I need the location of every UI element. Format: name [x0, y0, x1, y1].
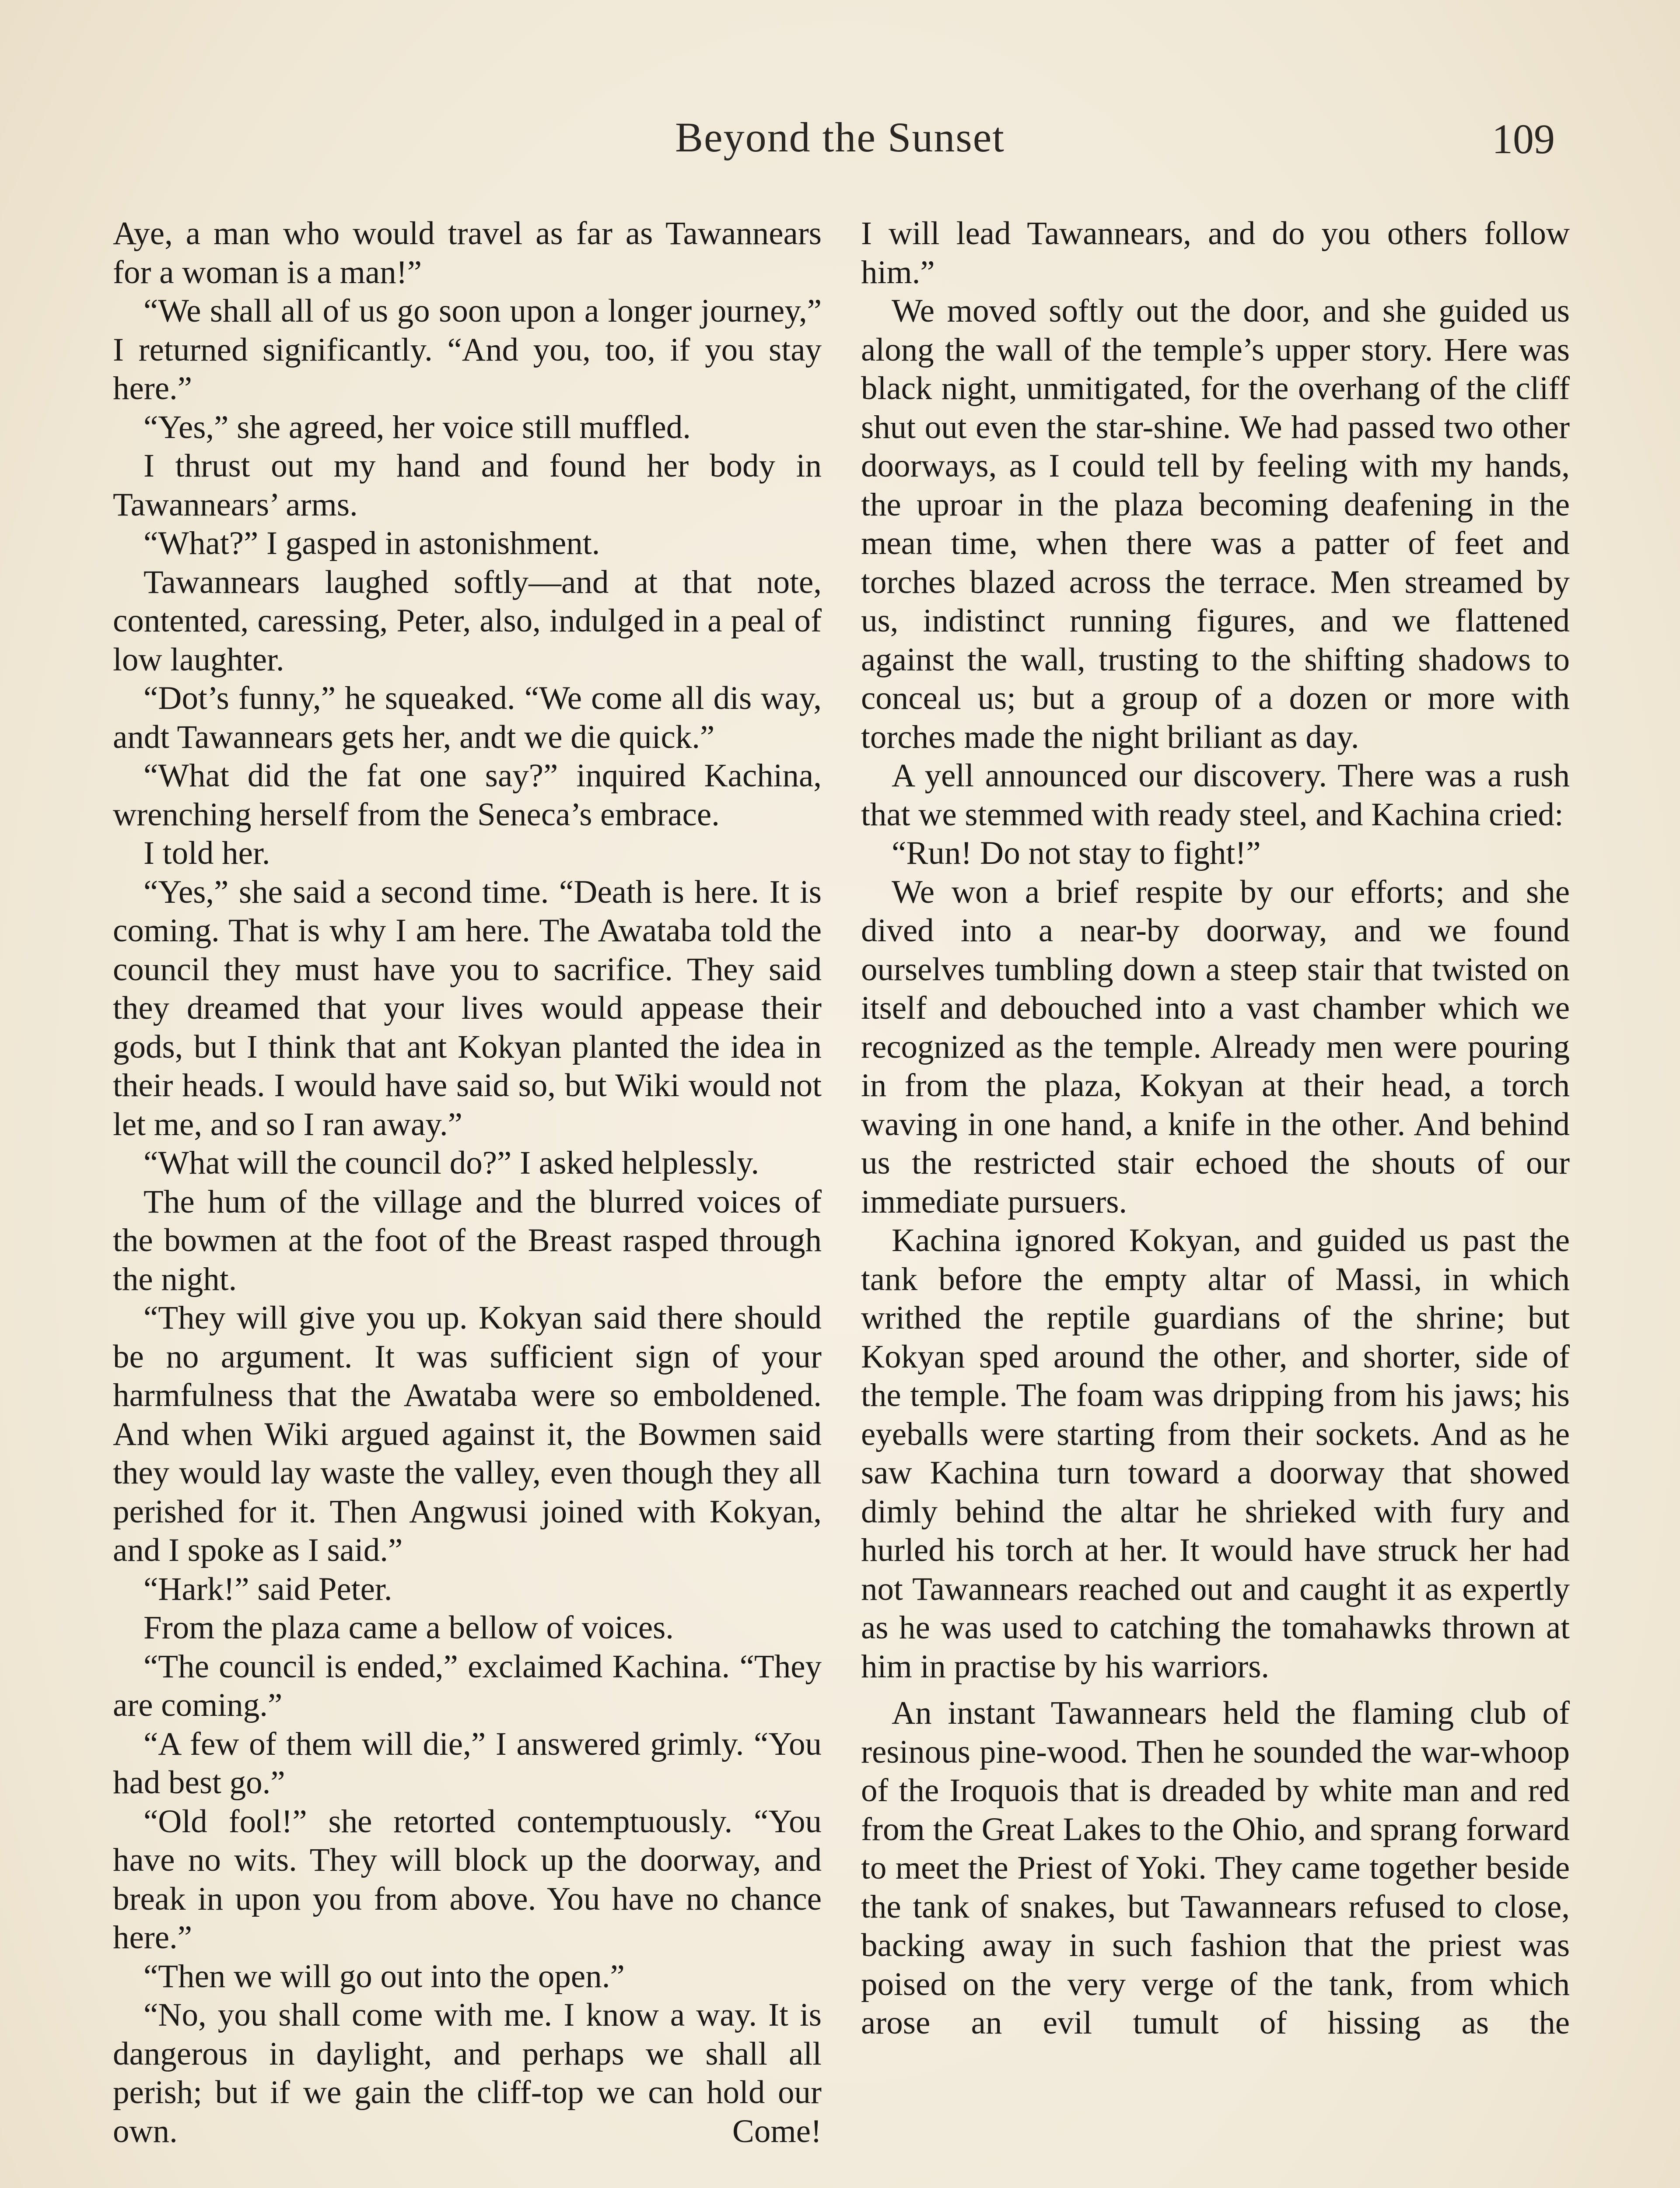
paragraph: The hum of the village and the blurred voices of the bowmen at the foot of the Breast rasped through the night. — [113, 1183, 822, 1297]
paragraph: A yell announced our discovery. There was a rush that we stemmed with ready steel, and Kachina cried: — [861, 757, 1570, 833]
paragraph: I told her. — [144, 835, 270, 871]
paragraph: “What will the council do?” I asked helplessly. — [144, 1145, 760, 1181]
paragraph: We won a brief respite by our efforts; and she dived into a near-by doorway, and we found ourselves tumbling down a steep stair that twisted on itself and debouched into a vast chamber which we recognized as the temple. Already men were pouring in from the plaza, Kokyan at their head, a torch waving in one hand, a knife in the other. And behind us the restricted stair echoed the shouts of our immediate pursuers. — [861, 873, 1570, 1220]
paragraph: We moved softly out the door, and she guided us along the wall of the temple’s upper story. Here was black night, unmitigated, for the overhang of the cliff shut out even the star-shine. We had passed two other doorways, as I could tell by feeling with my hands, the uproar in the plaza becoming deafening in the mean time, when there was a patter of feet and torches blazed across the terrace. Men streamed by us, indistinct running figures, and we flattened against the wall, trusting to the shifting shadows to conceal us; but a group of a dozen or more with torches made the night briliant as day. — [861, 293, 1570, 755]
paragraph: I will lead Tawannears, and do you others follow him.” — [861, 215, 1570, 291]
paragraph: “Hark!” said Peter. — [144, 1571, 392, 1607]
paragraph: “The council is ended,” exclaimed Kachina. “They are coming.” — [113, 1648, 822, 1723]
paragraph: “A few of them will die,” I answered grimly. “You had best go.” — [113, 1725, 822, 1801]
paragraph: An instant Tawannears held the flaming club of resinous pine-wood. Then he sounded the war-whoop of the Iroquois that is dreaded by white man and red from the Great Lakes to the Ohio, and sprang forward to meet the Priest of Yoki. They came together beside the tank of snakes, but Tawannears refused to close, backing away in such fashion that the priest was poised on the very verge of the tank, from which arose an evil tumult of hissing as the — [861, 1695, 1570, 2041]
paragraph: “What did the fat one say?” inquired Kachina, wrenching herself from the Seneca’s embrace. — [113, 757, 822, 833]
paragraph: “They will give you up. Kokyan said there should be no argument. It was sufficient sign of your harmfulness that the Awataba were so emboldened. And when Wiki argued against it, the Bowmen said they would lay waste the valley, even though they all perished for it. Then Angwusi joined with Kokyan, and I spoke as I said.” — [113, 1300, 822, 1568]
paragraph: “We shall all of us go soon upon a longer journey,” I returned significantly. “And you, too, if you stay here.” — [113, 293, 822, 407]
paragraph: “No, you shall come with me. I know a way. It is dangerous in daylight, and perhaps we shall all perish; but if we gain the cliff-top we can hold our own. Come! — [113, 1997, 822, 2149]
paragraph: Kachina ignored Kokyan, and guided us past the tank before the empty altar of Massi, in which writhed the reptile guardians of the shrine; but Kokyan sped around the other, and shorter, side of the temple. The foam was dripping from his jaws; his eyeballs were starting from their sockets. And as he saw Kachina turn toward a doorway that showed dimly behind the altar he shrieked with fury and hurled his torch at her. It would have struck her had not Tawannears reached out and caught it as expertly as he was used to catching the tomahawks thrown at him in practise by his warriors. — [861, 1222, 1570, 1685]
paragraph: Tawannears laughed softly—and at that note, contented, caressing, Peter, also, indulged in a peal of low laughter. — [113, 564, 822, 678]
paragraph: I thrust out my hand and found her body in Tawannears’ arms. — [113, 448, 822, 523]
paragraph: “Dot’s funny,” he squeaked. “We come all dis way, andt Tawannears gets her, andt we die quick.” — [113, 680, 822, 755]
right-text-column — [861, 214, 1570, 2043]
page-number: 109 — [1492, 116, 1555, 162]
paragraph: “Old fool!” she retorted contemptuously. “You have no wits. They will block up the doorway, and break in upon you from above. You have no chance here.” — [113, 1803, 822, 1956]
paragraph: “Yes,” she said a second time. “Death is here. It is coming. That is why I am here. The Awataba told the council they must have you to sacrifice. They said they dreamed that your lives would appease their gods, but I think that ant Kokyan planted the idea in their heads. I would have said so, but Wiki would not let me, and so I ran away.” — [113, 873, 822, 1143]
paragraph: From the plaza came a bellow of voices. — [144, 1609, 674, 1646]
left-text-column — [113, 214, 822, 2151]
paragraph: “What?” I gasped in astonishment. — [144, 525, 600, 561]
paragraph: “Then we will go out into the open.” — [144, 1958, 625, 1995]
paragraph: “Yes,” she agreed, her voice still muffled. — [144, 409, 691, 445]
running-title: Beyond the Sunset — [675, 114, 1005, 161]
paragraph: Aye, a man who would travel as far as Tawannears for a woman is a man!” — [113, 215, 822, 291]
paragraph: “Run! Do not stay to fight!” — [892, 835, 1261, 871]
